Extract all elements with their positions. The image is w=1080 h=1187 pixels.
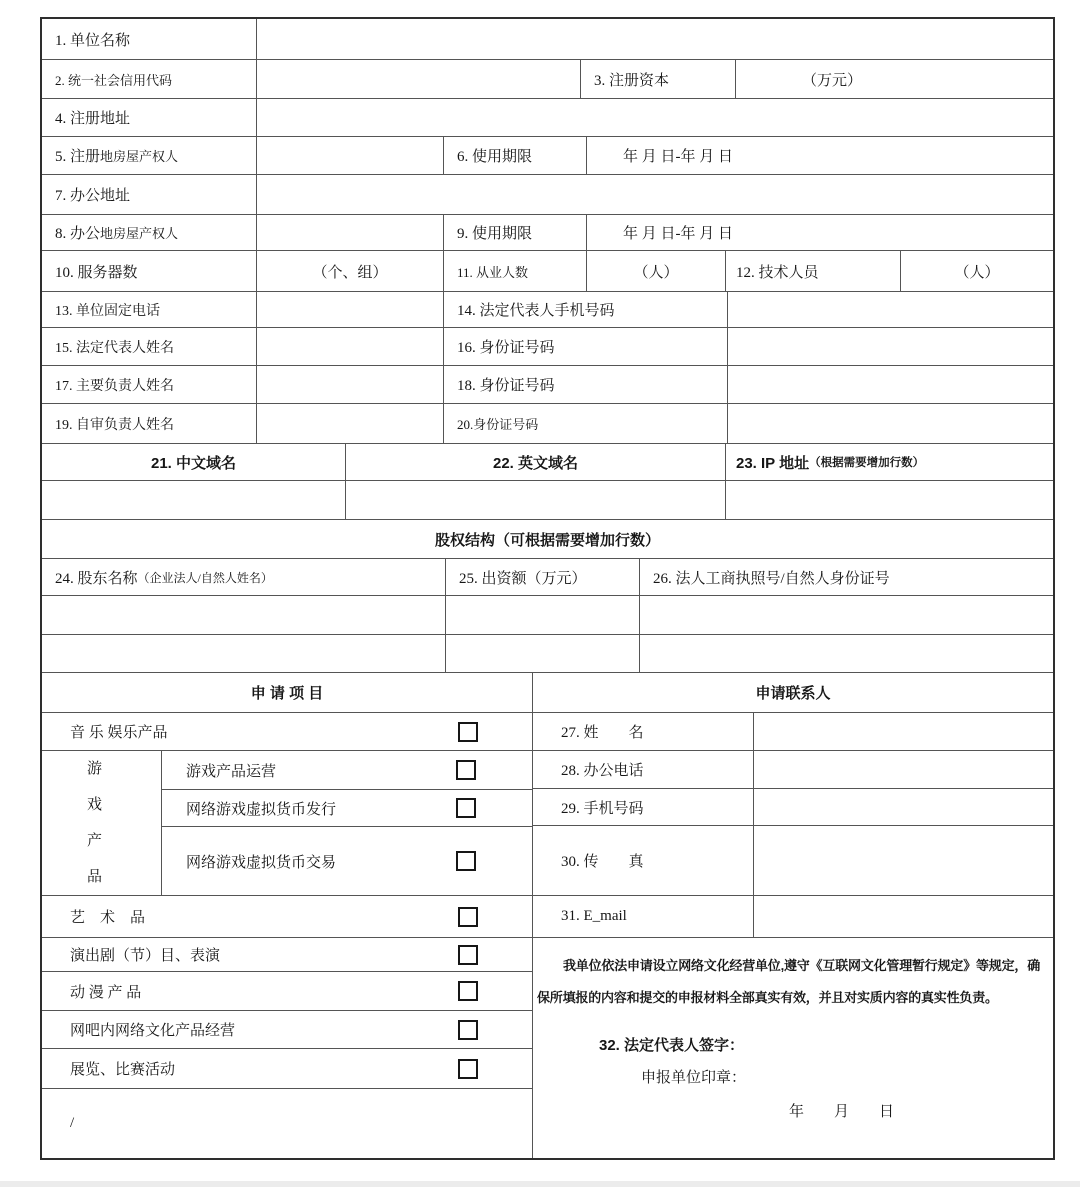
office-address-value[interactable]	[256, 175, 1053, 214]
main-manager-id-label: 18. 身份证号码	[443, 366, 727, 403]
ip-address-header	[725, 444, 1053, 480]
registered-property-owner-value[interactable]	[256, 137, 443, 174]
registered-use-term-label: 6. 使用期限	[443, 137, 586, 174]
contribution-value-2[interactable]	[445, 635, 639, 672]
registered-capital-unit: （万元）	[735, 60, 1053, 98]
office-use-term-value[interactable]: 年 月 日-年 月 日	[586, 215, 1053, 250]
item-art	[42, 896, 532, 937]
contact-row-office-phone	[533, 750, 1053, 788]
shareholder-name-header-note: （企业法人/自然人姓名）	[137, 570, 273, 585]
apply-section	[42, 712, 1053, 1158]
game-char-4: 品	[86, 869, 102, 885]
office-property-owner-value[interactable]	[256, 215, 443, 250]
item-row-game-op	[162, 751, 532, 789]
en-domain-header: 22. 英文域名	[345, 444, 725, 480]
en-domain-value[interactable]	[345, 481, 725, 519]
checkbox-game-coin-issue[interactable]	[456, 798, 476, 818]
unit-phone-value[interactable]	[256, 292, 443, 327]
item-row-anime	[42, 971, 532, 1010]
server-count-label: 10. 服务器数	[55, 264, 138, 281]
item-game-coin-issue-label: 网络游戏虚拟货币发行	[186, 801, 337, 818]
ip-address-value[interactable]	[725, 481, 1053, 519]
game-products-group-label	[42, 751, 161, 895]
game-char-2: 戏	[86, 797, 102, 813]
shareholder-name-header	[42, 559, 445, 595]
row-domain-values	[42, 480, 1053, 519]
checkbox-anime[interactable]	[458, 981, 478, 1001]
row-legal-rep	[42, 327, 1053, 365]
registered-property-owner-label	[42, 137, 256, 174]
apply-items-column	[42, 713, 532, 1158]
checkbox-netbar[interactable]	[458, 1020, 478, 1040]
contribution-header: 25. 出资额（万元）	[445, 559, 639, 595]
legal-rep-mobile-label: 14. 法定代表人手机号码	[443, 292, 727, 327]
row-registered-property-owner	[42, 136, 1053, 174]
contact-name-value[interactable]	[753, 713, 1053, 750]
item-game-op-label: 游戏产品运营	[186, 763, 277, 780]
row-registered-address	[42, 98, 1053, 136]
item-game-coin-trade-label: 网络游戏虚拟货币交易	[186, 854, 337, 871]
license-id-value-2[interactable]	[639, 635, 1053, 672]
apply-items-header: 申 请 项 目	[250, 685, 324, 702]
contact-fax-label: 30. 传 真	[561, 854, 644, 870]
item-art-label: 艺 术 品	[70, 910, 146, 926]
contact-mobile-value[interactable]	[753, 789, 1053, 825]
item-game-coin-issue	[162, 790, 532, 826]
contact-row-mobile	[533, 788, 1053, 825]
game-char-3: 产	[86, 833, 102, 849]
legal-rep-name-label: 15. 法定代表人姓名	[55, 340, 174, 356]
staff-count-label: 11. 从业人数	[443, 251, 586, 291]
row-equity-entry-2	[42, 634, 1053, 672]
item-perform	[42, 938, 532, 971]
row-phones	[42, 291, 1053, 327]
contact-row-name	[533, 713, 1053, 750]
checkbox-music[interactable]	[458, 722, 478, 742]
office-property-owner-label	[42, 215, 256, 250]
main-manager-id-value[interactable]	[727, 366, 1053, 403]
checkbox-art[interactable]	[458, 907, 478, 927]
server-count-unit: （个、组）	[256, 251, 443, 291]
office-property-owner-label-main: 8. 办公	[55, 226, 101, 242]
item-row-art	[42, 895, 532, 937]
item-perform-label: 演出剧（节）目、表演	[70, 948, 221, 964]
declaration-cell	[533, 937, 1053, 1158]
tech-staff-unit: （人）	[900, 251, 1053, 291]
row-office-address	[42, 174, 1053, 214]
row-equity-entry-1	[42, 595, 1053, 634]
item-game-op	[162, 751, 532, 789]
legal-rep-name-value[interactable]	[256, 328, 443, 365]
contact-fax-value[interactable]	[753, 826, 1053, 895]
contact-office-phone-value[interactable]	[753, 751, 1053, 788]
unit-phone-label: 13. 单位固定电话	[55, 303, 160, 319]
credit-code-label: 2. 统一社会信用代码	[55, 72, 173, 88]
staff-count-unit: （人）	[586, 251, 725, 291]
audit-manager-id-label: 20.身份证号码	[443, 404, 727, 443]
checkbox-game-op[interactable]	[456, 760, 476, 780]
registered-address-value[interactable]	[256, 99, 1053, 136]
contact-name-label: 27. 姓 名	[561, 725, 644, 741]
contact-office-phone-label: 28. 办公电话	[561, 763, 644, 779]
shareholder-name-value-1[interactable]	[42, 596, 445, 634]
contact-row-email	[533, 895, 1053, 937]
contact-email-label: 31. E_mail	[561, 908, 627, 924]
row-domain-headers	[42, 443, 1053, 480]
ip-address-header-main: 23. IP 地址	[736, 454, 810, 472]
registered-capital-label: 3. 注册资本	[580, 60, 735, 98]
item-music-label: 音 乐 娱乐产品	[70, 725, 168, 741]
shareholder-name-header-main: 24. 股东名称	[55, 570, 138, 587]
item-row-netbar	[42, 1010, 532, 1048]
row-unit-name	[42, 19, 1053, 59]
audit-manager-name-value[interactable]	[256, 404, 443, 443]
item-anime-label: 动 漫 产 品	[70, 984, 142, 1001]
audit-manager-name-label: 19. 自审负责人姓名	[55, 417, 174, 433]
registered-property-owner-label-main: 5. 注册	[55, 149, 101, 165]
tech-staff-label: 12. 技术人员	[725, 251, 900, 291]
contribution-value-1[interactable]	[445, 596, 639, 634]
main-manager-name-label: 17. 主要负责人姓名	[55, 378, 174, 394]
registered-property-owner-label-small: 地房屋产权人	[100, 149, 179, 164]
item-row-exhibition	[42, 1048, 532, 1088]
item-exhibition	[42, 1049, 532, 1088]
legal-rep-id-label: 16. 身份证号码	[443, 328, 727, 365]
row-equity-columns	[42, 558, 1053, 595]
item-exhibition-label: 展览、比赛活动	[70, 1062, 176, 1078]
office-address-label: 7. 办公地址	[55, 188, 131, 204]
declaration-text: 我单位依法申请设立网络文化经营单位,遵守《互联网文化管理暂行规定》等规定，确保所填报的内容和提交的申报材料全部真实有效，并且对实质内容的真实性负责。	[537, 958, 1041, 1005]
registered-use-term-value[interactable]: 年 月 日-年 月 日	[586, 137, 1053, 174]
legal-rep-signature-label: 32. 法定代表人签字：	[599, 1037, 745, 1054]
row-servers-staff	[42, 250, 1053, 291]
apply-contact-column	[532, 713, 1053, 1158]
signature-date-label: 年 月 日	[789, 1104, 895, 1120]
ip-address-header-note: （根据需要增加行数）	[809, 457, 925, 469]
row-apply-headers	[42, 672, 1053, 712]
unit-name-label: 1. 单位名称	[55, 32, 131, 49]
item-anime	[42, 972, 532, 1010]
game-products-subrows	[161, 751, 532, 895]
cn-domain-header: 21. 中文域名	[150, 454, 237, 472]
checkbox-perform[interactable]	[458, 945, 478, 965]
row-equity-header	[42, 519, 1053, 558]
credit-code-value[interactable]	[256, 60, 580, 98]
contact-email-value[interactable]	[753, 896, 1053, 937]
row-main-manager	[42, 365, 1053, 403]
office-property-owner-label-small: 地房屋产权人	[100, 226, 179, 241]
cn-domain-value[interactable]	[42, 481, 345, 519]
contact-row-fax	[533, 825, 1053, 895]
main-manager-name-value[interactable]	[256, 366, 443, 403]
registered-address-label: 4. 注册地址	[55, 111, 131, 127]
license-id-value-1[interactable]	[639, 596, 1053, 634]
license-id-header: 26. 法人工商执照号/自然人身份证号	[639, 559, 1053, 595]
shareholder-name-value-2[interactable]	[42, 635, 445, 672]
checkbox-game-coin-trade[interactable]	[456, 851, 476, 871]
item-game-coin-trade	[162, 827, 532, 895]
legal-rep-id-value[interactable]	[727, 328, 1053, 365]
item-row-perform	[42, 937, 532, 971]
item-row-game-coin-trade	[162, 826, 532, 895]
page-bottom-edge	[0, 1181, 1080, 1187]
equity-section-header: 股权结构（可根据需要增加行数）	[434, 531, 660, 549]
apply-contact-header: 申请联系人	[532, 673, 1053, 712]
row-credit-code	[42, 59, 1053, 98]
checkbox-exhibition[interactable]	[458, 1059, 478, 1079]
item-row-music	[42, 713, 532, 750]
unit-seal-label: 申报单位印章：	[641, 1070, 747, 1086]
row-audit-manager	[42, 403, 1053, 443]
application-form-table	[40, 17, 1055, 1160]
item-slash: /	[70, 1115, 75, 1131]
contact-mobile-label: 29. 手机号码	[561, 800, 644, 817]
game-char-1: 游	[86, 761, 102, 777]
item-netbar	[42, 1011, 532, 1048]
item-music	[42, 713, 532, 750]
item-row-game-coin-issue	[162, 789, 532, 826]
office-use-term-label: 9. 使用期限	[443, 215, 586, 250]
row-office-property-owner	[42, 214, 1053, 250]
item-netbar-label: 网吧内网络文化产品经营	[70, 1023, 236, 1039]
audit-manager-id-value[interactable]	[727, 404, 1053, 443]
legal-rep-mobile-value[interactable]	[727, 292, 1053, 327]
item-row-slash	[42, 1088, 532, 1158]
game-products-group	[42, 750, 532, 895]
unit-name-value[interactable]	[256, 19, 1053, 59]
